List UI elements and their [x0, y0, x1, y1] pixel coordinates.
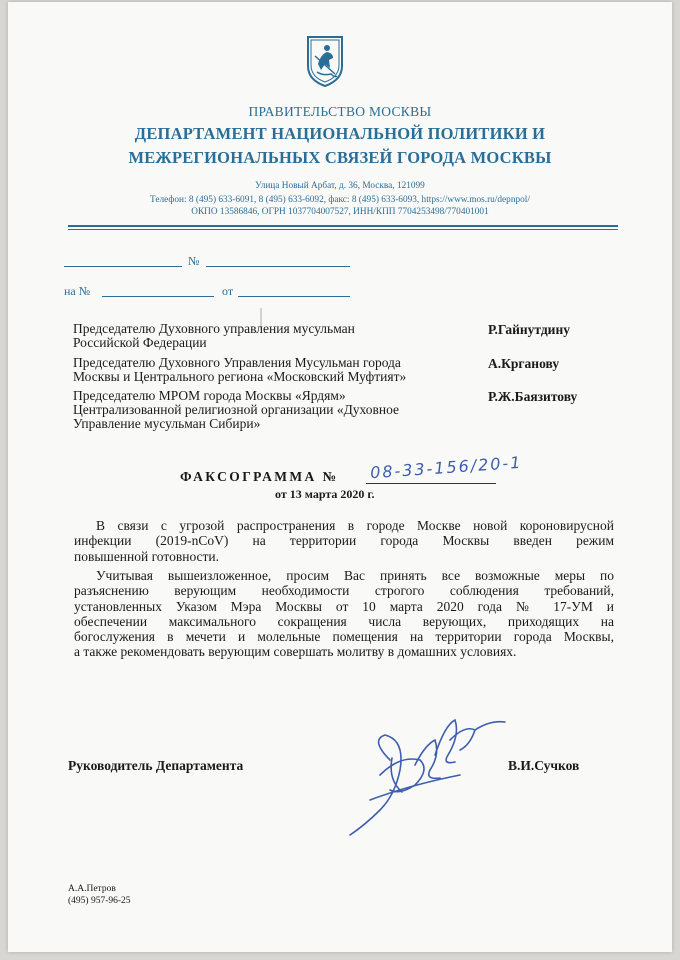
addressee-3-line1: Председателю МРОМ города Москвы «Ярдям» [73, 388, 346, 403]
reg-date-blank [64, 266, 182, 267]
department-name-line1: ДЕПАРТАМЕНТ НАЦИОНАЛЬНОЙ ПОЛИТИКИ И [134, 124, 546, 143]
addressee-3-line3: Управление мусульман Сибири» [73, 416, 261, 431]
addressee-1-line2: Российской Федерации [73, 335, 207, 350]
on-number-blank [102, 296, 214, 297]
addressee-3 [73, 389, 473, 431]
from-label: от [222, 284, 234, 298]
reg-number-sign: № [188, 254, 200, 268]
department-address: Улица Новый Арбат, д. 36, Москва, 121099 [255, 181, 425, 191]
paragraph-1-line: повышенной готовности. [74, 548, 220, 564]
addressee-2-line1: Председателю Духовного Управления Мусульман города [73, 355, 401, 370]
paragraph-2-line: богослужения в мечети и молельные помещения на территории города Москвы, [74, 629, 614, 645]
body-paragraph-1 [74, 518, 614, 564]
fax-title: ФАКСОГРАММА № [180, 469, 339, 484]
on-number-label: на № [64, 284, 91, 298]
recipient-1: Р.Гайнутдину [488, 322, 570, 337]
addressee-1 [73, 322, 473, 350]
paragraph-2-line: обеспечении максимального сокращения числа верующих, приходящих на [74, 613, 614, 629]
addressee-1-line1: Председателю Духовного управления мусульман [73, 321, 355, 336]
letterhead-divider-thin [68, 229, 618, 230]
paragraph-2-line: Учитывая вышеизложенное, просим Вас принять все возможные меры по [96, 568, 614, 583]
recipient-3: Р.Ж.Баязитову [488, 389, 578, 404]
letterhead-divider [68, 225, 618, 227]
handwritten-signature [330, 700, 520, 850]
fax-date: от 13 марта 2020 г. [275, 487, 375, 501]
government-name: ПРАВИТЕЛЬСТВО МОСКВЫ [248, 104, 432, 119]
addressee-2 [73, 356, 473, 384]
from-date-blank [238, 296, 350, 297]
paragraph-2-line: установленных Указом Мэра Москвы от 10 марта 2020 года № 17-УМ и [74, 598, 614, 614]
department-contacts: Телефон: 8 (495) 633-6091, 8 (495) 633-6092, факс: 8 (495) 633-6093, https://www.mos.ru/depnpol/ [150, 195, 530, 205]
paragraph-2-line: разъяснению верующим необходимости строгого соблюдения требований, [74, 583, 614, 599]
addressee-3-line2: Централизованной религиозной организации «Духовное [73, 402, 400, 417]
signatory-position: Руководитель Департамента [68, 758, 244, 773]
addressee-2-line2: Москвы и Центрального региона «Московский Муфтият» [73, 369, 407, 384]
department-codes: ОКПО 13586846, ОГРН 1037704007527, ИНН/КПП 7704253498/770401001 [191, 207, 489, 217]
fax-number-underline [366, 483, 496, 484]
fax-number-handwritten: 08-33-156/20-1 [369, 452, 523, 483]
signatory-name: В.И.Сучков [508, 758, 580, 773]
reg-number-blank [206, 266, 350, 267]
paragraph-1-line: инфекции (2019-nCoV) на территории города Москвы введен режим [74, 533, 614, 549]
executor-phone: (495) 957-96-25 [68, 896, 131, 906]
recipient-2: А.Крганову [488, 356, 560, 371]
body-paragraph-2 [74, 568, 614, 660]
paragraph-1-line: В связи с угрозой распространения в городе Москве новой короновирусной [96, 518, 614, 533]
moscow-coat-of-arms-icon [305, 34, 345, 88]
paragraph-2-line: а также рекомендовать верующим совершать молитву в домашних условиях. [74, 644, 517, 660]
department-name-line2: МЕЖРЕГИОНАЛЬНЫХ СВЯЗЕЙ ГОРОДА МОСКВЫ [128, 148, 552, 167]
executor-name: А.А.Петров [68, 884, 116, 894]
